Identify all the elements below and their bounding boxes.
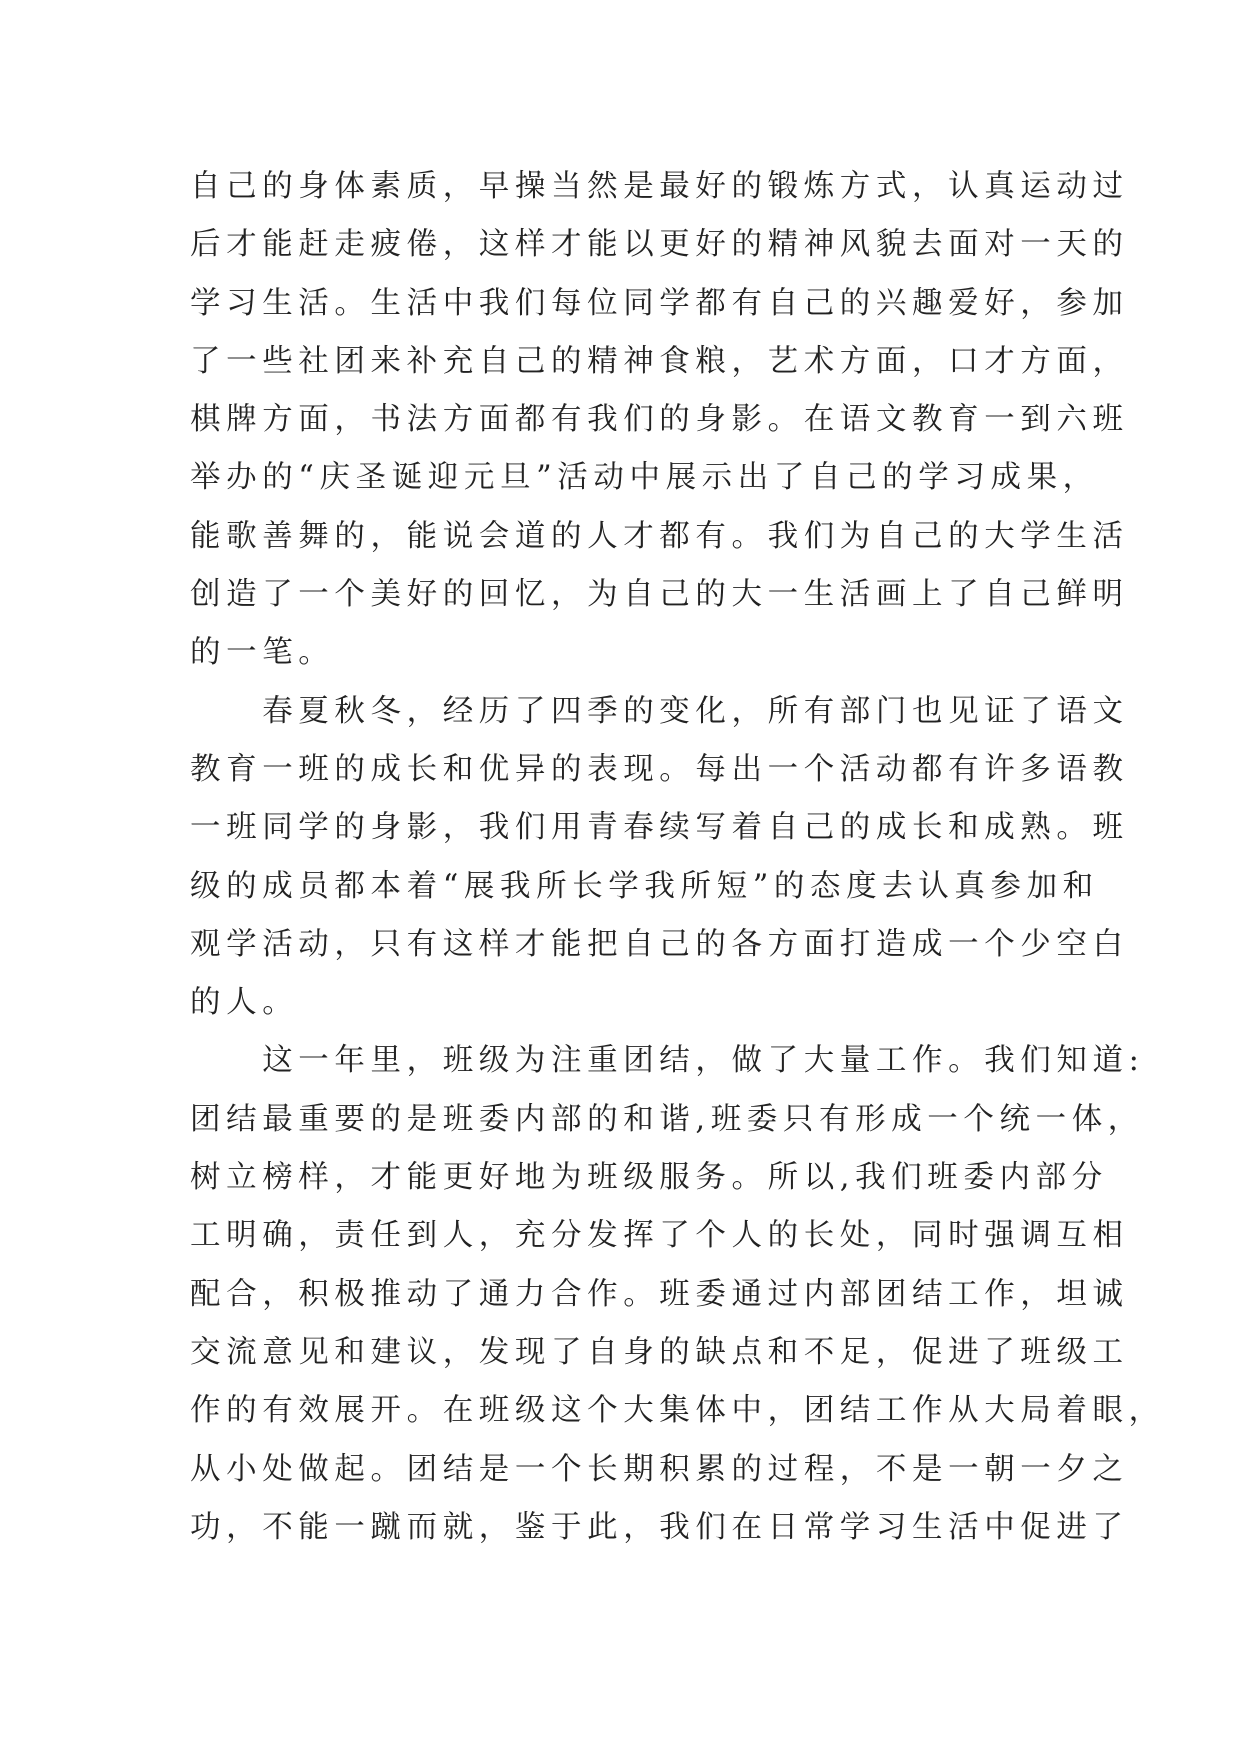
text-line: 教育一班的成长和优异的表现。每出一个活动都有许多语教: [190, 751, 1129, 787]
text-line: 级的成员都本着“展我所长学我所短”的态度去认真参加和: [190, 868, 1099, 904]
body-text: [190, 158, 1165, 1557]
text-line: 能歌善舞的，能说会道的人才都有。我们为自己的大学生活: [190, 518, 1129, 554]
text-line: 春夏秋冬，经历了四季的变化，所有部门也见证了语文: [190, 693, 1129, 729]
text-line: 工明确，责任到人，充分发挥了个人的长处，同时强调互相: [190, 1218, 1129, 1254]
text-line: 创造了一个美好的回忆，为自己的大一生活画上了自己鲜明: [190, 577, 1129, 613]
text-line: 树立榜样，才能更好地为班级服务。所以,我们班委内部分: [190, 1160, 1108, 1196]
text-line: 的人。: [190, 985, 299, 1021]
text-line: 这一年里，班级为注重团结，做了大量工作。我们知道:: [190, 1043, 1145, 1079]
text-line: 一班同学的身影，我们用青春续写着自己的成长和成熟。班: [190, 810, 1129, 846]
text-line: 交流意见和建议，发现了自身的缺点和不足，促进了班级工: [190, 1334, 1129, 1370]
text-line: 后才能赶走疲倦，这样才能以更好的精神风貌去面对一天的: [190, 227, 1129, 263]
text-line: 自己的身体素质，早操当然是最好的锻炼方式，认真运动过: [190, 169, 1129, 204]
text-line: 棋牌方面，书法方面都有我们的身影。在语文教育一到六班: [190, 402, 1129, 438]
text-line: 了一些社团来补充自己的精神食粮，艺术方面，口才方面，: [190, 343, 1129, 379]
text-line: 的一笔。: [190, 635, 335, 671]
text-line: 作的有效展开。在班级这个大集体中，团结工作从大局着眼，: [190, 1393, 1165, 1429]
text-line: 团结最重要的是班委内部的和谐,班委只有形成一个统一体，: [190, 1101, 1144, 1137]
text-line: 功，不能一蹴而就，鉴于此，我们在日常学习生活中促进了: [190, 1509, 1129, 1545]
text-line: 举办的“庆圣诞迎元旦”活动中展示出了自己的学习成果，: [190, 460, 1099, 496]
text-line: 观学活动，只有这样才能把自己的各方面打造成一个少空白: [190, 926, 1129, 962]
text-line: 学习生活。生活中我们每位同学都有自己的兴趣爱好，参加: [190, 285, 1129, 321]
text-line: 配合，积极推动了通力合作。班委通过内部团结工作，坦诚: [190, 1276, 1129, 1312]
text-line: 从小处做起。团结是一个长期积累的过程，不是一朝一夕之: [190, 1451, 1129, 1487]
